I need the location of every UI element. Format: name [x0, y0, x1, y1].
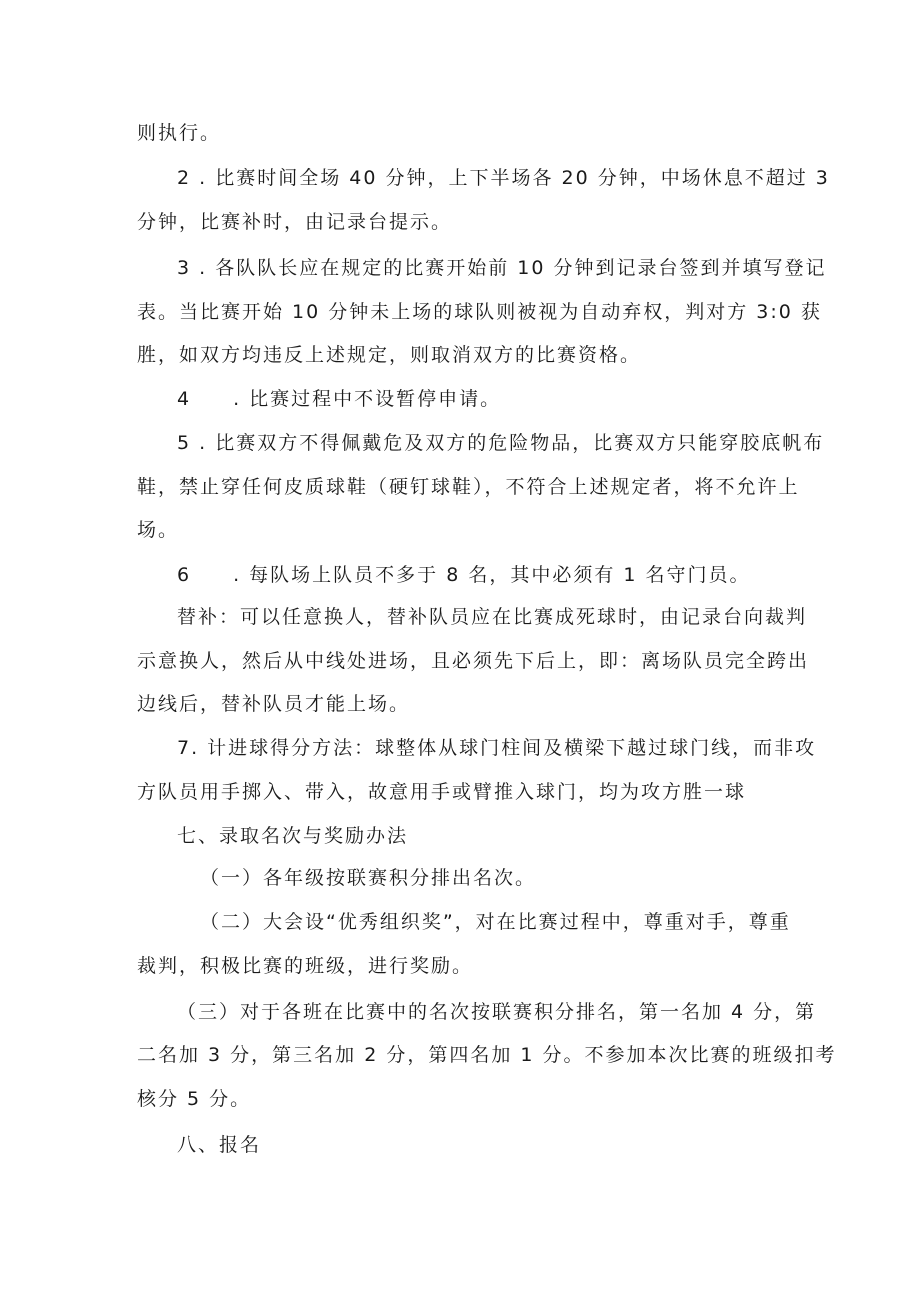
text-line: （一）各年级按联赛积分排出名次。: [200, 867, 537, 889]
text-line: 二名加 3 分，第三名加 2 分，第四名加 1 分。不参加本次比赛的班级扣考: [137, 1044, 837, 1066]
text-line: 核分 5 分。: [137, 1088, 252, 1110]
text-line: 6 . 每队场上队员不多于 8 名，其中必须有 1 名守门员。: [177, 564, 751, 586]
text-line: 替补：可以任意换人，替补队员应在比赛成死球时，由记录台向裁判: [177, 606, 808, 628]
text-line: 表。当比赛开始 10 分钟未上场的球队则被视为自动弃权，判对方 3:0 获: [137, 301, 822, 323]
text-line: 则执行。: [137, 122, 222, 144]
text-line: 2 . 比赛时间全场 40 分钟，上下半场各 20 分钟，中场休息不超过 3: [177, 167, 830, 189]
text-line: 方队员用手掷入、带入，故意用手或臂推入球门，均为攻方胜一球: [137, 781, 747, 803]
text-line: 示意换人，然后从中线处进场，且必须先下后上，即：离场队员完全跨出: [137, 650, 810, 672]
text-line: 7. 计进球得分方法：球整体从球门柱间及横梁下越过球门线，而非攻: [177, 737, 817, 759]
text-line: （三）对于各班在比赛中的名次按联赛积分排名，第一名加 4 分，第: [177, 1001, 817, 1023]
text-line: 胜，如双方均违反上述规定，则取消双方的比赛资格。: [137, 344, 642, 366]
text-line: 3 . 各队队长应在规定的比赛开始前 10 分钟到记录台签到并填写登记: [177, 257, 827, 279]
text-line: 场。: [137, 519, 180, 541]
text-line: 鞋，禁止穿任何皮质球鞋（硬钉球鞋），不符合上述规定者，将不允许上: [137, 476, 800, 498]
text-line: 裁判，积极比赛的班级，进行奖励。: [137, 955, 474, 977]
text-line: 4 . 比赛过程中不设暂停申请。: [177, 388, 502, 410]
section-heading: 八、报名: [177, 1134, 262, 1156]
section-heading: 七、录取名次与奖励办法: [177, 825, 409, 847]
text-line: 分钟，比赛补时，由记录台提示。: [137, 211, 453, 233]
text-line: （二）大会设“优秀组织奖”，对在比赛过程中，尊重对手，尊重: [200, 911, 791, 933]
text-line: 5 . 比赛双方不得佩戴危及双方的危险物品，比赛双方只能穿胶底帆布: [177, 432, 825, 454]
text-line: 边线后，替补队员才能上场。: [137, 693, 411, 715]
